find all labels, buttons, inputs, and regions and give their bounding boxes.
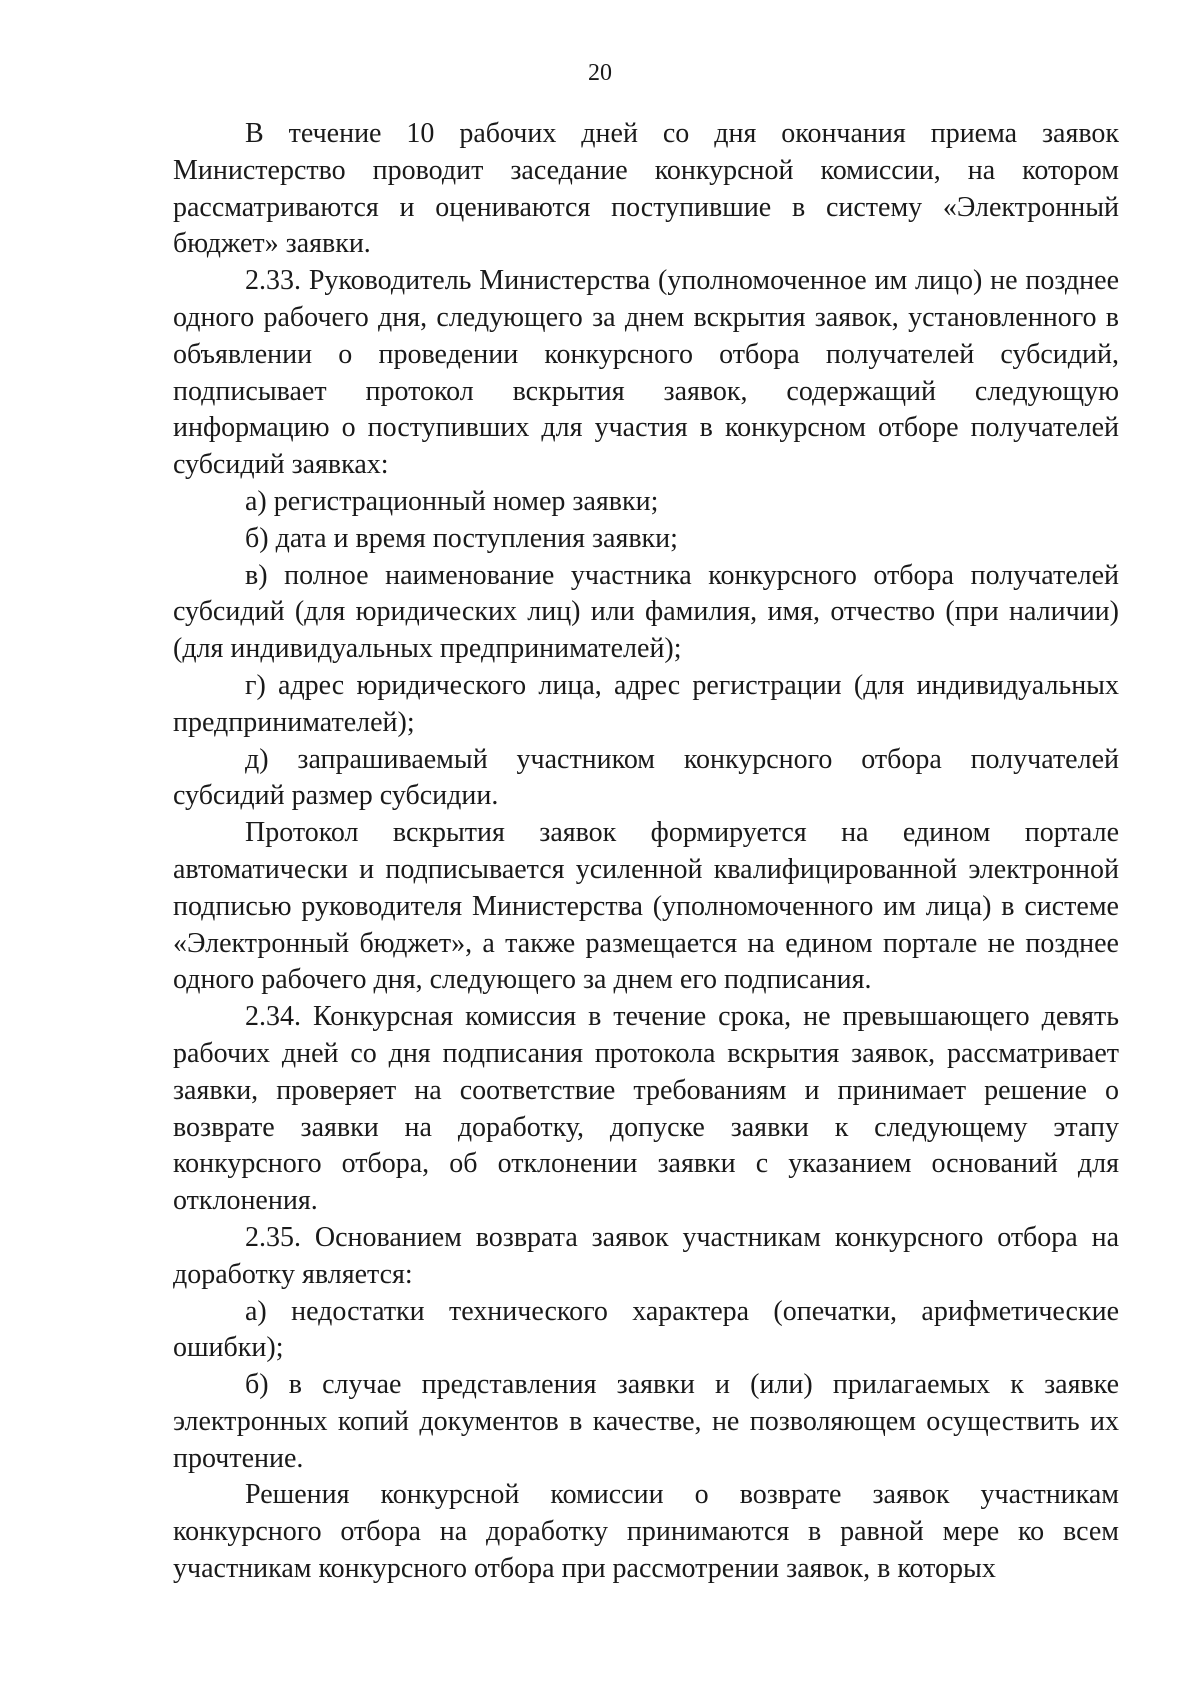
list-item-unreadable-copies: б) в случае представления заявки и (или) прилагаемых к заявке электронных копий документов в качестве, не позволяющем осуществить их прочтение. bbox=[173, 1369, 1119, 1474]
list-item-technical-flaws: а) недостатки технического характера (опечатки, арифметические ошибки); bbox=[173, 1295, 1119, 1364]
paragraph-2-34-commission-review: 2.34. Конкурсная комиссия в течение срока, не превышающего девять рабочих дней со дня подписания протокола вскрытия заявок, рассматривает заявки, проверяет на соответствие требованиям и принимает решение о возврате заявки на доработку, допуске заявки к следующему этапу конкурсного отбора, об отклонении заявки с указанием оснований для отклонения. bbox=[173, 1001, 1119, 1217]
list-item-registration-number: а) регистрационный номер заявки; bbox=[245, 485, 659, 517]
paragraph-equal-decisions: Решения конкурсной комиссии о возврате заявок участникам конкурсного отбора на доработку принимаются в равной мере ко всем участникам конкурсного отбора при рассмотрении заявок, в которых bbox=[173, 1479, 1119, 1585]
list-item-subsidy-amount: д) запрашиваемый участником конкурсного отбора получателей субсидий размер субсидии. bbox=[173, 743, 1119, 812]
list-item-address: г) адрес юридического лица, адрес регистрации (для индивидуальных предпринимателей); bbox=[173, 669, 1119, 738]
list-item-participant-name: в) полное наименование участника конкурсного отбора получателей субсидий (для юридических лиц) или фамилия, имя, отчество (при наличии) (для индивидуальных предпринимателей); bbox=[173, 559, 1119, 665]
page-number: 20 bbox=[588, 60, 612, 86]
document-body bbox=[173, 116, 1119, 1588]
paragraph-2-35-return-grounds: 2.35. Основанием возврата заявок участникам конкурсного отбора на доработку является: bbox=[173, 1221, 1119, 1290]
list-item-date-and-time: б) дата и время поступления заявки; bbox=[245, 522, 678, 554]
paragraph-2-33-opening-protocol: 2.33. Руководитель Министерства (уполномоченное им лицо) не позднее одного рабочего дня, следующего за днем вскрытия заявок, установленного в объявлении о проведении конкурсного отбора получателей субсидий, подписывает протокол вскрытия заявок, содержащий следующую информацию о поступивших для участия в конкурсном отборе получателей субсидий заявках: bbox=[173, 265, 1119, 481]
paragraph-protocol-formation: Протокол вскрытия заявок формируется на едином портале автоматически и подписывается усиленной квалифицированной электронной подписью руководителя Министерства (уполномоченного им лица) в системе «Электронный бюджет», а также размещается на едином портале не позднее одного рабочего дня, следующего за днем его подписания. bbox=[173, 817, 1119, 996]
paragraph-application-review-meeting: В течение 10 рабочих дней со дня окончания приема заявок Министерство проводит заседание конкурсной комиссии, на котором рассматриваются и оцениваются поступившие в систему «Электронный бюджет» заявки. bbox=[173, 118, 1119, 260]
